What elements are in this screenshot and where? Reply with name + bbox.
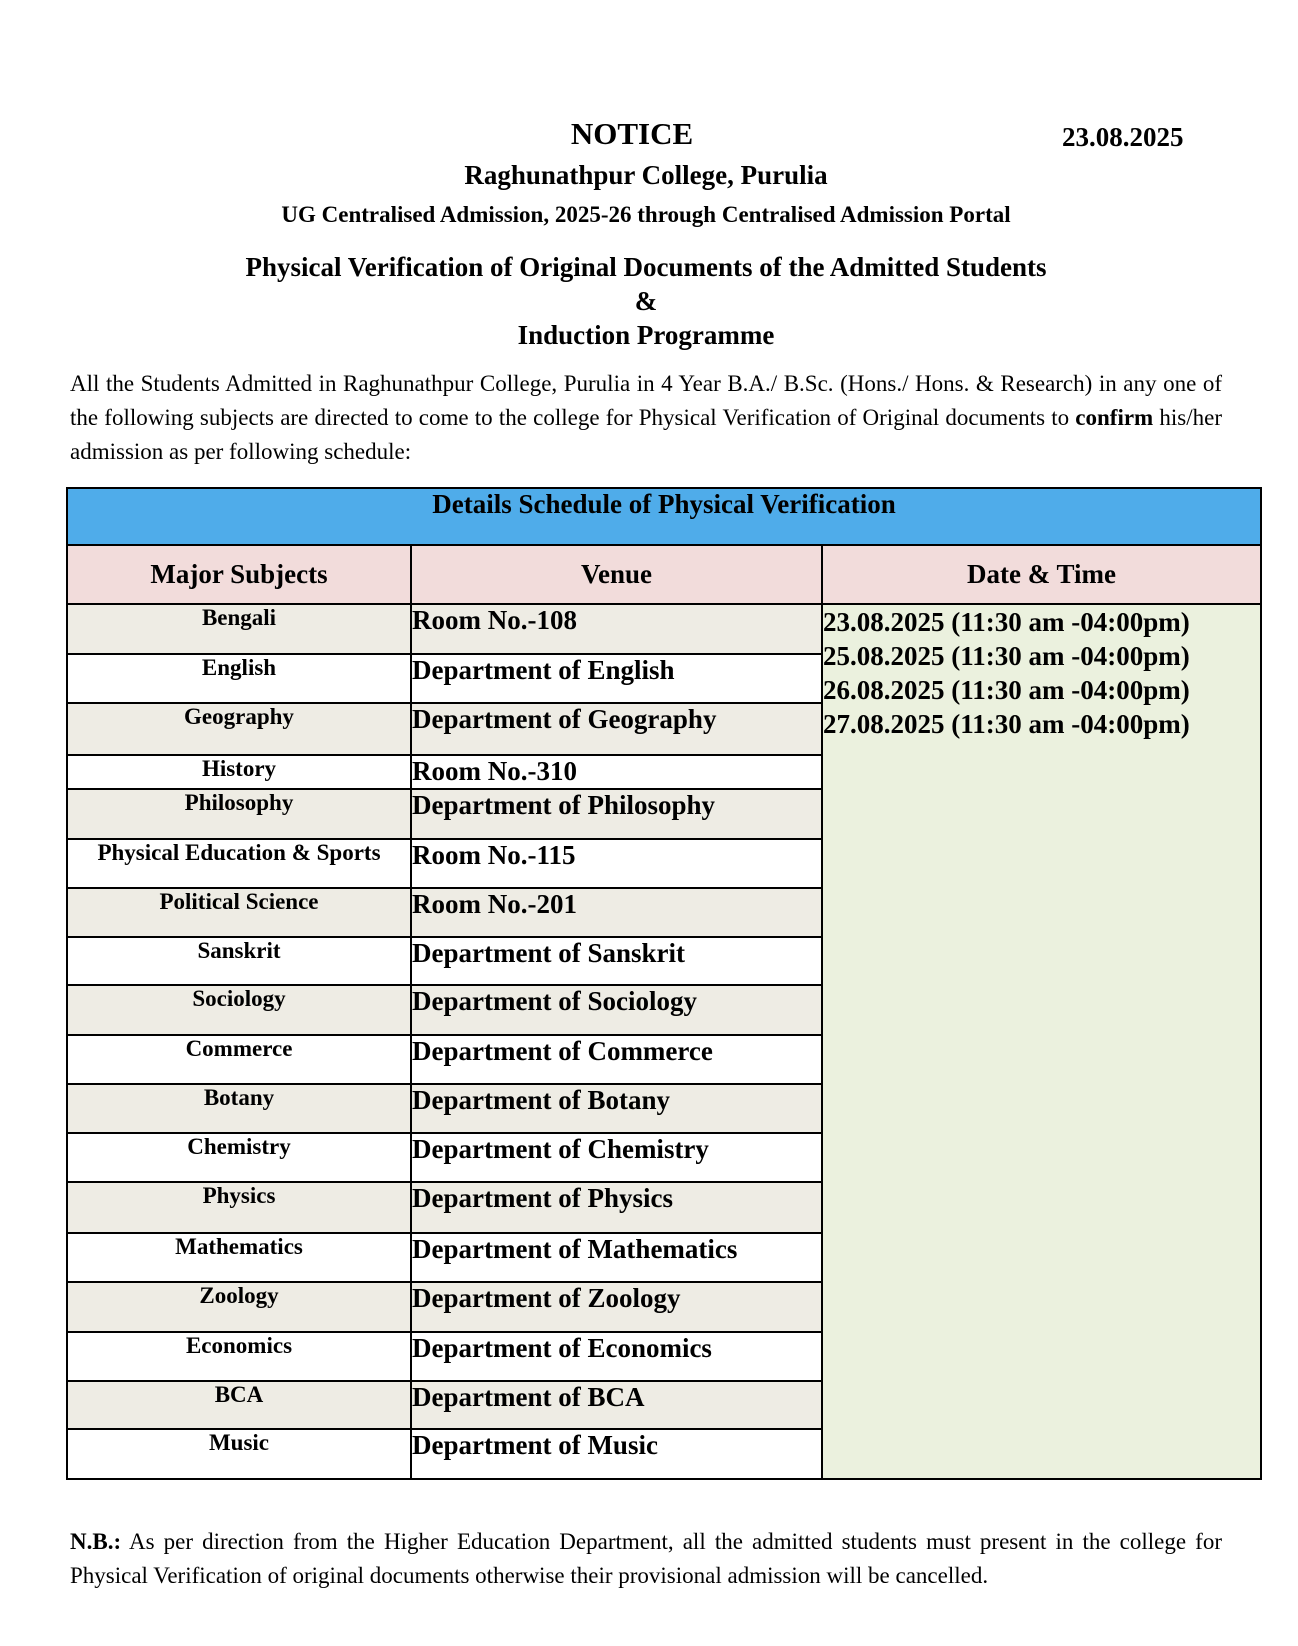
intro-text-start: All the Students Admitted in Raghunathpur College, Purulia in 4 Year B.A./ B.Sc. (Hons./ Hons. & Research) in any one of the following subjects are directed to come to the college for Physical Verification of Original documents to xyxy=(70,371,1222,430)
notice-heading: Physical Verification of Original Documents of the Admitted Students xyxy=(245,252,1047,282)
date-time-entry: 26.08.2025 (11:30 am -04:00pm) xyxy=(823,675,1190,706)
venue-cell: Department of Philosophy xyxy=(411,789,822,839)
venue-cell: Department of Botany xyxy=(411,1084,822,1132)
intro-paragraph xyxy=(70,367,1222,469)
schedule-table-wrapper xyxy=(66,487,1260,1480)
notice-date: 23.08.2025 xyxy=(1062,122,1184,152)
column-header-date-time: Date & Time xyxy=(822,545,1261,605)
notice-heading-induction: Induction Programme xyxy=(517,320,775,350)
venue-cell: Department of Sanskrit xyxy=(411,937,822,985)
subject-cell: Sociology xyxy=(67,985,411,1034)
venue-cell: Department of Chemistry xyxy=(411,1133,822,1182)
venue-cell: Room No.-108 xyxy=(411,604,822,653)
notice-title: NOTICE xyxy=(570,116,694,151)
admission-portal-line: UG Centralised Admission, 2025-26 through Centralised Admission Portal xyxy=(281,202,1011,227)
nb-label: N.B.: xyxy=(70,1529,122,1554)
column-header-venue: Venue xyxy=(411,545,822,605)
subject-cell: Physical Education & Sports xyxy=(67,839,411,887)
subject-cell: Bengali xyxy=(67,604,411,653)
subject-cell: BCA xyxy=(67,1381,411,1429)
subject-cell: Physics xyxy=(67,1182,411,1232)
intro-text-end: his/her admission as per following schedule: xyxy=(70,405,1222,464)
venue-cell: Department of Music xyxy=(411,1429,822,1479)
subject-cell: Economics xyxy=(67,1332,411,1381)
venue-cell: Department of Mathematics xyxy=(411,1233,822,1282)
date-time-cell xyxy=(822,604,1261,1479)
subject-cell: Political Science xyxy=(67,888,411,937)
schedule-table xyxy=(66,487,1262,1480)
venue-cell: Room No.-310 xyxy=(411,755,822,789)
venue-cell: Department of Geography xyxy=(411,703,822,755)
subject-cell: Zoology xyxy=(67,1282,411,1331)
subject-cell: Botany xyxy=(67,1084,411,1132)
subject-cell: History xyxy=(67,755,411,789)
table-caption: Details Schedule of Physical Verification xyxy=(67,488,1261,545)
subject-cell: Philosophy xyxy=(67,789,411,839)
venue-cell: Room No.-115 xyxy=(411,839,822,887)
subject-cell: English xyxy=(67,654,411,703)
subject-cell: Music xyxy=(67,1429,411,1479)
date-time-entry: 27.08.2025 (11:30 am -04:00pm) xyxy=(823,709,1190,740)
subject-cell: Geography xyxy=(67,703,411,755)
college-name: Raghunathpur College, Purulia xyxy=(464,160,828,190)
nb-text: As per direction from the Higher Education Department, all the admitted students must present in the college for Physical Verification of original documents otherwise their provisional admission will be cancelled. xyxy=(70,1529,1222,1588)
subject-cell: Mathematics xyxy=(67,1233,411,1282)
venue-cell: Department of English xyxy=(411,654,822,703)
subject-cell: Sanskrit xyxy=(67,937,411,985)
date-time-entry: 23.08.2025 (11:30 am -04:00pm) xyxy=(823,607,1190,638)
intro-text-bold: confirm xyxy=(1075,405,1154,430)
venue-cell: Department of Sociology xyxy=(411,985,822,1034)
venue-cell: Department of BCA xyxy=(411,1381,822,1429)
subject-cell: Commerce xyxy=(67,1035,411,1084)
column-header-subjects: Major Subjects xyxy=(67,545,411,605)
venue-cell: Department of Economics xyxy=(411,1332,822,1381)
date-time-entry: 25.08.2025 (11:30 am -04:00pm) xyxy=(823,641,1190,672)
subject-cell: Chemistry xyxy=(67,1133,411,1182)
nb-paragraph xyxy=(70,1525,1222,1593)
venue-cell: Room No.-201 xyxy=(411,888,822,937)
notice-heading-ampersand: & xyxy=(634,286,658,316)
venue-cell: Department of Commerce xyxy=(411,1035,822,1084)
venue-cell: Department of Physics xyxy=(411,1182,822,1232)
table-row xyxy=(67,604,1261,653)
venue-cell: Department of Zoology xyxy=(411,1282,822,1331)
